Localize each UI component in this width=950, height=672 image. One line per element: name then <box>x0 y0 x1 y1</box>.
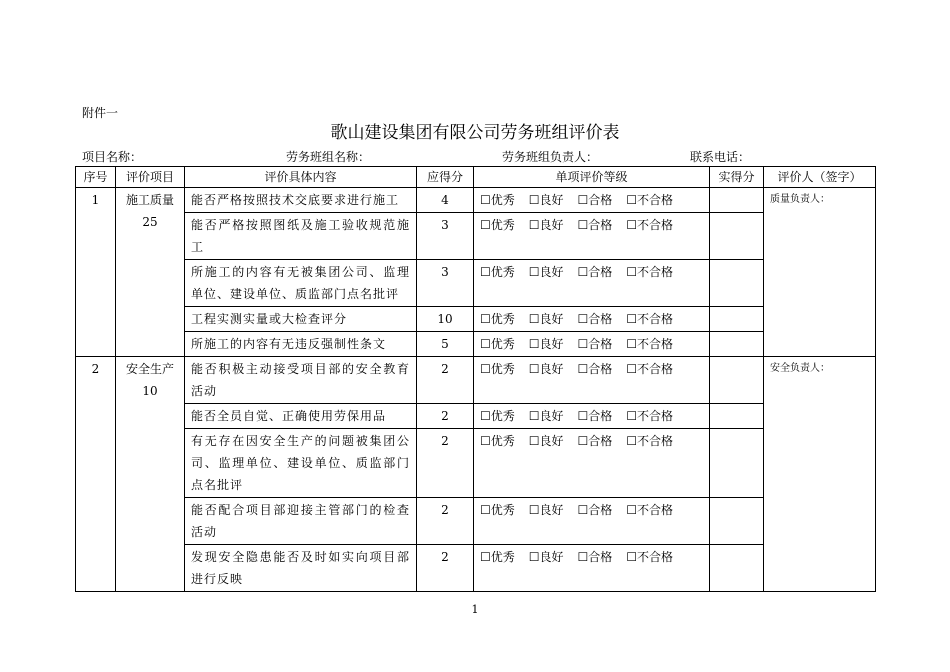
table-row <box>76 332 876 357</box>
grade-checkbox[interactable]: ☐良好 <box>528 193 564 207</box>
criterion-text: 有无存在因安全生产的问题被集团公司、监理单位、建设单位、质监部门点名批评 <box>185 429 417 498</box>
grade-checkbox[interactable]: ☐优秀 <box>480 434 515 448</box>
actual-score-field[interactable] <box>710 498 764 545</box>
grade-checkbox[interactable]: ☐优秀 <box>480 193 515 207</box>
grade-options <box>474 429 710 498</box>
table-row <box>76 357 876 404</box>
grade-checkbox[interactable]: ☐合格 <box>577 337 613 351</box>
table-row <box>76 213 876 260</box>
grade-checkbox[interactable]: ☐良好 <box>528 550 564 564</box>
grade-options <box>474 498 710 545</box>
criterion-score: 3 <box>417 260 474 307</box>
section-item-name: 安全生产 <box>125 362 174 376</box>
grade-checkbox[interactable]: ☐良好 <box>528 362 564 376</box>
phone-label: 联系电话： <box>690 150 751 164</box>
grade-checkbox[interactable]: ☐良好 <box>528 312 564 326</box>
grade-checkbox[interactable]: ☐不合格 <box>626 193 674 207</box>
evaluator-signature[interactable]: 安全负责人： <box>764 357 876 592</box>
section-item-name: 施工质量 <box>125 193 174 207</box>
table-row <box>76 545 876 592</box>
criterion-score: 2 <box>417 498 474 545</box>
table-header-row <box>76 167 876 188</box>
header-score: 应得分 <box>417 167 474 188</box>
grade-checkbox[interactable]: ☐合格 <box>577 550 613 564</box>
criterion-text: 能否严格按照图纸及施工验收规范施工 <box>185 213 417 260</box>
grade-checkbox[interactable]: ☐合格 <box>577 193 613 207</box>
team-name-label: 劳务班组名称： <box>286 150 371 164</box>
section-number: 1 <box>76 188 116 357</box>
actual-score-field[interactable] <box>710 188 764 213</box>
grade-checkbox[interactable]: ☐合格 <box>577 265 613 279</box>
header-actual-score: 实得分 <box>710 167 764 188</box>
criterion-text: 工程实测实量或大检查评分 <box>185 307 417 332</box>
criterion-score: 10 <box>417 307 474 332</box>
table-row <box>76 260 876 307</box>
table-row <box>76 429 876 498</box>
grade-checkbox[interactable]: ☐优秀 <box>480 265 515 279</box>
grade-options <box>474 357 710 404</box>
grade-checkbox[interactable]: ☐不合格 <box>626 218 674 232</box>
grade-checkbox[interactable]: ☐合格 <box>577 503 613 517</box>
section-item-score: 10 <box>142 384 158 398</box>
grade-checkbox[interactable]: ☐不合格 <box>626 312 674 326</box>
table-row <box>76 498 876 545</box>
grade-checkbox[interactable]: ☐优秀 <box>480 218 515 232</box>
criterion-text: 能否配合项目部迎接主管部门的检查活动 <box>185 498 417 545</box>
grade-checkbox[interactable]: ☐合格 <box>577 218 613 232</box>
evaluator-signature[interactable]: 质量负责人： <box>764 188 876 357</box>
grade-options <box>474 332 710 357</box>
criterion-score: 2 <box>417 404 474 429</box>
section-item-score: 25 <box>142 215 158 229</box>
page-number: 1 <box>471 603 479 616</box>
criterion-score: 2 <box>417 545 474 592</box>
header-evaluator: 评价人（签字） <box>764 167 876 188</box>
header-grade: 单项评价等级 <box>474 167 710 188</box>
criterion-text: 能否积极主动接受项目部的安全教育活动 <box>185 357 417 404</box>
grade-checkbox[interactable]: ☐合格 <box>577 434 613 448</box>
criterion-score: 4 <box>417 188 474 213</box>
grade-checkbox[interactable]: ☐优秀 <box>480 337 515 351</box>
grade-checkbox[interactable]: ☐优秀 <box>480 503 515 517</box>
project-name-label: 项目名称： <box>82 150 143 164</box>
table-row <box>76 188 876 213</box>
actual-score-field[interactable] <box>710 429 764 498</box>
criterion-text: 所施工的内容有无被集团公司、监理单位、建设单位、质监部门点名批评 <box>185 260 417 307</box>
criterion-text: 能否严格按照技术交底要求进行施工 <box>185 188 417 213</box>
criterion-text: 所施工的内容有无违反强制性条文 <box>185 332 417 357</box>
grade-checkbox[interactable]: ☐优秀 <box>480 362 515 376</box>
header-item: 评价项目 <box>116 167 185 188</box>
grade-checkbox[interactable]: ☐合格 <box>577 409 613 423</box>
grade-checkbox[interactable]: ☐不合格 <box>626 434 674 448</box>
grade-checkbox[interactable]: ☐良好 <box>528 503 564 517</box>
header-content: 评价具体内容 <box>185 167 417 188</box>
criterion-text: 发现安全隐患能否及时如实向项目部进行反映 <box>185 545 417 592</box>
grade-checkbox[interactable]: ☐不合格 <box>626 409 674 423</box>
criterion-score: 2 <box>417 429 474 498</box>
team-leader-label: 劳务班组负责人： <box>502 150 599 164</box>
grade-options <box>474 213 710 260</box>
grade-options <box>474 545 710 592</box>
criterion-text: 能否全员自觉、正确使用劳保用品 <box>185 404 417 429</box>
grade-checkbox[interactable]: ☐优秀 <box>480 550 515 564</box>
criterion-score: 5 <box>417 332 474 357</box>
grade-options <box>474 307 710 332</box>
grade-options <box>474 404 710 429</box>
grade-checkbox[interactable]: ☐合格 <box>577 362 613 376</box>
actual-score-field[interactable] <box>710 545 764 592</box>
criterion-score: 2 <box>417 357 474 404</box>
table-row <box>76 307 876 332</box>
grade-checkbox[interactable]: ☐不合格 <box>626 362 674 376</box>
actual-score-field[interactable] <box>710 357 764 404</box>
grade-checkbox[interactable]: ☐不合格 <box>626 503 674 517</box>
grade-checkbox[interactable]: ☐良好 <box>528 265 564 279</box>
actual-score-field[interactable] <box>710 307 764 332</box>
section-item <box>116 188 185 357</box>
grade-checkbox[interactable]: ☐良好 <box>528 218 564 232</box>
table-row <box>76 404 876 429</box>
page-title: 歌山建设集团有限公司劳务班组评价表 <box>330 123 620 143</box>
grade-options <box>474 260 710 307</box>
grade-checkbox[interactable]: ☐不合格 <box>626 550 674 564</box>
section-number: 2 <box>76 357 116 592</box>
grade-checkbox[interactable]: ☐良好 <box>528 434 564 448</box>
actual-score-field[interactable] <box>710 260 764 307</box>
criterion-score: 3 <box>417 213 474 260</box>
grade-options <box>474 188 710 213</box>
annex-label: 附件一 <box>82 106 119 120</box>
grade-checkbox[interactable]: ☐合格 <box>577 312 613 326</box>
grade-checkbox[interactable]: ☐良好 <box>528 409 564 423</box>
actual-score-field[interactable] <box>710 404 764 429</box>
grade-checkbox[interactable]: ☐优秀 <box>480 312 515 326</box>
section-item <box>116 357 185 592</box>
header-number: 序号 <box>76 167 116 188</box>
grade-checkbox[interactable]: ☐不合格 <box>626 265 674 279</box>
actual-score-field[interactable] <box>710 213 764 260</box>
grade-checkbox[interactable]: ☐不合格 <box>626 337 674 351</box>
grade-checkbox[interactable]: ☐良好 <box>528 337 564 351</box>
actual-score-field[interactable] <box>710 332 764 357</box>
grade-checkbox[interactable]: ☐优秀 <box>480 409 515 423</box>
evaluation-table <box>75 166 876 592</box>
